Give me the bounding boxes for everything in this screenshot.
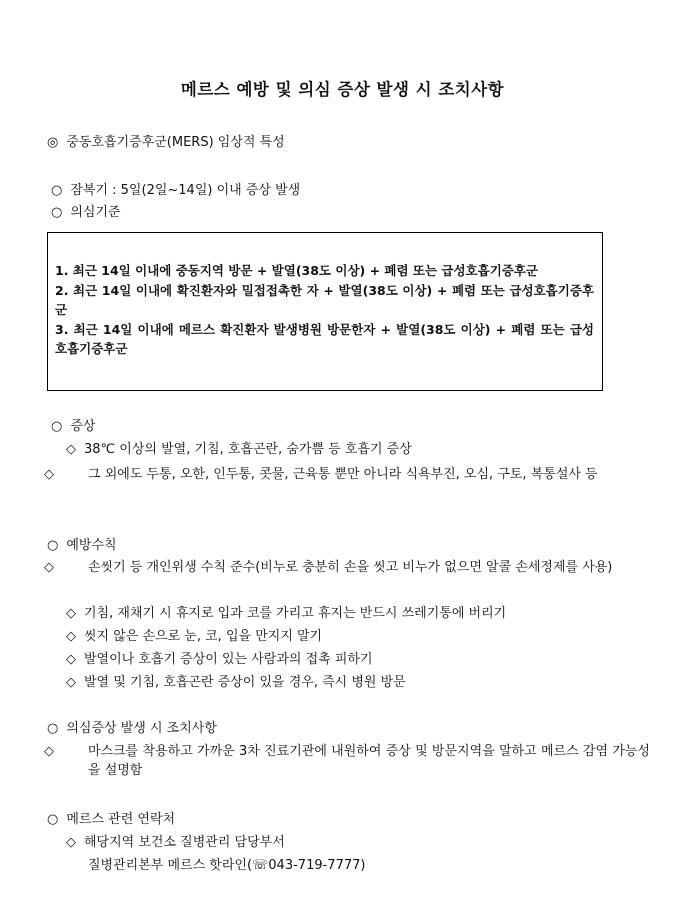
diamond-bullet-icon: ◇ <box>66 606 76 621</box>
action-label-line <box>47 719 217 738</box>
criteria-item: 1. 최근 14일 이내에 중동지역 방문 + 발열(38도 이상) + 폐렴 또는 급성호흡기증후군 <box>55 263 539 278</box>
prevention-text: 기침, 재채기 시 휴지로 입과 코를 가리고 휴지는 반드시 쓰레기통에 버리기 <box>84 606 507 621</box>
prevention-item <box>66 604 506 623</box>
circle-bullet-icon: ○ <box>51 183 63 198</box>
criteria-label-line <box>51 203 121 222</box>
criteria-item: 2. 최근 14일 이내에 확진환자와 밀접접촉한 자 + 발열(38도 이상) + 폐렴 또는 급성호흡기증후군 <box>55 282 594 317</box>
criteria-item: 3. 최근 14일 이내에 메르스 확진환자 발생병원 방문한자 + 발열(38도 이상) + 폐렴 또는 급성호흡기증후군 <box>55 321 594 356</box>
prevention-text: 손씻기 등 개인위생 수칙 준수(비누로 충분히 손을 씻고 비누가 없으면 알콜 손세정제를 사용) <box>88 560 613 575</box>
prevention-label-line <box>47 536 117 555</box>
diamond-bullet-icon: ◇ <box>44 560 54 575</box>
symptom-text: 38℃ 이상의 발열, 기침, 호흡곤란, 숨가쁨 등 호흡기 증상 <box>84 442 412 457</box>
prevention-item <box>66 627 322 646</box>
symptom-item <box>66 440 412 459</box>
action-item <box>44 742 650 780</box>
document-title: 메르스 예방 및 의심 증상 발생 시 조치사항 <box>180 80 505 99</box>
contact-text: 해당지역 보건소 질병관리 담당부서 <box>84 835 285 850</box>
symptom-item <box>44 465 650 484</box>
incubation-text: 잠복기 : 5일(2일~14일) 이내 증상 발생 <box>70 183 301 198</box>
contacts-label-line <box>47 810 175 829</box>
prevention-item <box>66 650 373 669</box>
symptoms-label: 증상 <box>70 419 96 434</box>
section-heading <box>47 133 285 152</box>
action-label: 의심증상 발생 시 조치사항 <box>66 721 217 736</box>
diamond-bullet-icon: ◇ <box>44 744 54 759</box>
circle-bullet-icon: ○ <box>47 812 59 827</box>
diamond-bullet-icon: ◇ <box>66 835 76 850</box>
action-text: 마스크를 착용하고 가까운 3차 진료기관에 내원하여 증상 및 방문지역을 말하고 메르스 감염 가능성을 설명함 <box>88 744 650 778</box>
prevention-text: 씻지 않은 손으로 눈, 코, 입을 만지지 말기 <box>84 629 323 644</box>
circle-bullet-icon: ○ <box>47 721 59 736</box>
symptoms-label-line <box>51 417 95 436</box>
circle-bullet-icon: ○ <box>51 419 63 434</box>
contacts-label: 메르스 관련 연락처 <box>66 812 176 827</box>
symptom-text: 그 외에도 두통, 오한, 인두통, 콧물, 근육통 뿐만 아니라 식욕부진, 오심, 구토, 복통설사 등 <box>88 467 598 482</box>
prevention-label: 예방수칙 <box>66 538 117 553</box>
circle-bullet-icon: ○ <box>51 205 63 220</box>
hotline-text: 질병관리본부 메르스 핫라인(☏043-719-7777) <box>88 858 366 873</box>
diamond-bullet-icon: ◇ <box>66 442 76 457</box>
diamond-bullet-icon: ◇ <box>66 675 76 690</box>
criteria-box <box>47 232 603 391</box>
prevention-text: 발열이나 호흡기 증상이 있는 사람과의 접촉 피하기 <box>84 652 373 667</box>
contact-item <box>66 833 285 852</box>
prevention-text: 발열 및 기침, 호흡곤란 증상이 있을 경우, 즉시 병원 방문 <box>84 675 406 690</box>
diamond-bullet-icon: ◇ <box>44 467 54 482</box>
section-heading-text: 중동호흡기증후군(MERS) 임상적 특성 <box>66 135 285 150</box>
prevention-item <box>66 673 406 692</box>
diamond-bullet-icon: ◇ <box>66 629 76 644</box>
incubation-line <box>51 181 300 200</box>
criteria-label: 의심기준 <box>70 205 121 220</box>
circle-bullet-icon: ○ <box>47 538 59 553</box>
double-circle-icon: ◎ <box>47 135 59 150</box>
diamond-bullet-icon: ◇ <box>66 652 76 667</box>
prevention-item <box>44 558 650 577</box>
